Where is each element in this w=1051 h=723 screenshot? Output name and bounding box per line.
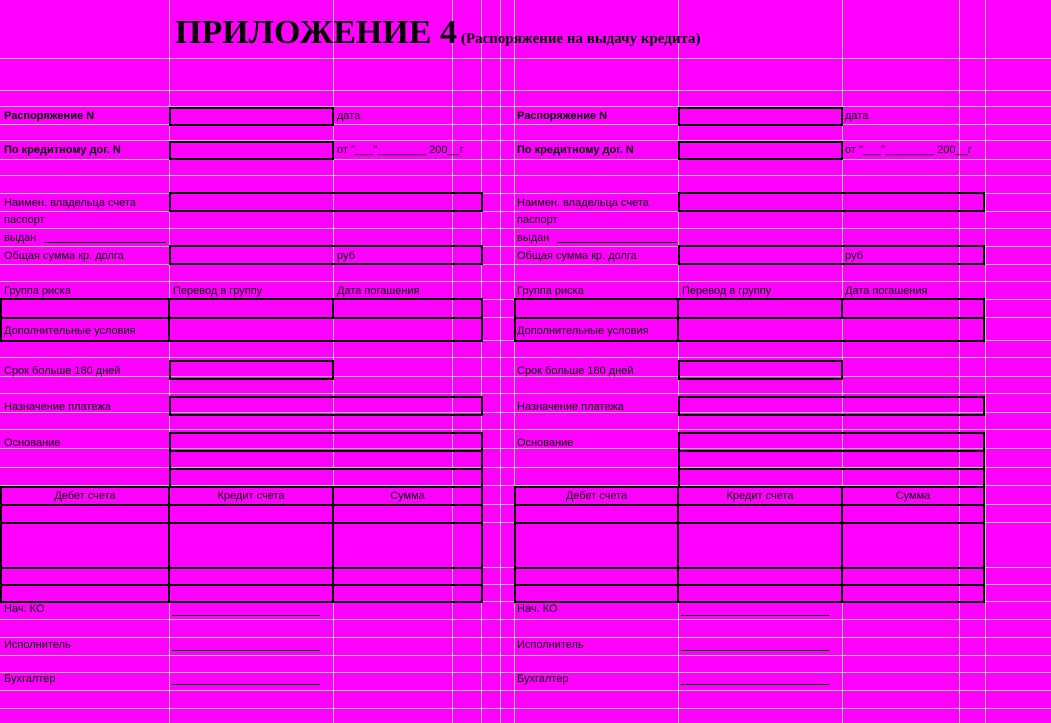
total-debt-field[interactable]: [678, 245, 985, 265]
additional-terms-label: Дополнительные условия: [4, 325, 136, 337]
passport-label: паспорт: [4, 214, 45, 226]
basis-field[interactable]: [169, 432, 483, 488]
owner-name-field[interactable]: [678, 192, 985, 212]
gridline-horizontal: [0, 393, 1051, 394]
amount-header: Сумма: [895, 490, 931, 502]
risk-group-label: Группа риска: [4, 285, 71, 297]
executor-label: Исполнитель: [517, 639, 584, 651]
term-over-180-label: Срок больше 180 дней: [4, 365, 121, 377]
debit-account-header: Дебет счета: [54, 490, 116, 502]
payment-purpose-label: Назначение платежа: [517, 401, 624, 413]
credit-account-header: Кредит счета: [726, 490, 794, 502]
rub-label: руб: [337, 250, 355, 262]
accounts-col-divider: [332, 486, 334, 603]
term-over-180-field[interactable]: [169, 360, 334, 380]
gridline-vertical: [514, 0, 515, 723]
risk-col-divider: [677, 298, 679, 342]
accounts-row-divider: [0, 567, 483, 569]
payment-purpose-field[interactable]: [678, 396, 985, 416]
executor-label: Исполнитель: [4, 639, 71, 651]
gridline-vertical: [500, 0, 501, 723]
issued-label: выдан: [517, 232, 550, 244]
payment-purpose-field[interactable]: [169, 396, 483, 416]
total-debt-label: Общая сумма кр. долга: [517, 250, 637, 262]
title-main: ПРИЛОЖЕНИЕ 4: [175, 14, 457, 51]
date-label: дата: [845, 110, 869, 122]
gridline-horizontal: [0, 124, 1051, 125]
accountant-signature-line: [172, 684, 320, 685]
gridline-horizontal: [0, 58, 1051, 59]
basis-line: [678, 468, 985, 470]
risk-group-label: Группа риска: [517, 285, 584, 297]
gridline-vertical: [985, 0, 986, 723]
date-label: дата: [337, 110, 361, 122]
term-over-180-field[interactable]: [678, 360, 843, 380]
gridline-horizontal: [0, 281, 1051, 282]
loan-agreement-label: По кредитному дог. N: [4, 144, 121, 156]
basis-field[interactable]: [678, 432, 985, 488]
gridline-horizontal: [0, 106, 1051, 107]
head-kd-label: Нач. КО: [517, 603, 558, 615]
basis-line: [169, 450, 483, 452]
loan-agreement-label: По кредитному дог. N: [517, 144, 634, 156]
risk-row-divider: [0, 317, 483, 319]
accounts-row-divider: [514, 522, 985, 524]
gridline-horizontal: [0, 429, 1051, 430]
risk-row-divider: [514, 317, 985, 319]
gridline-horizontal: [0, 90, 1051, 91]
accounts-row-divider: [514, 584, 985, 586]
gridline-horizontal: [0, 619, 1051, 620]
accounts-col-divider: [841, 486, 843, 603]
accounts-row-divider: [0, 522, 483, 524]
accountant-signature-line: [681, 684, 829, 685]
loan-agreement-field[interactable]: [169, 141, 334, 160]
executor-signature-line: [681, 650, 829, 651]
basis-line: [169, 468, 483, 470]
gridline-horizontal: [0, 159, 1051, 160]
basis-label: Основание: [4, 437, 61, 449]
gridline-vertical: [959, 0, 960, 723]
payment-purpose-label: Назначение платежа: [4, 401, 111, 413]
total-debt-field[interactable]: [169, 245, 483, 265]
accounts-row-divider: [0, 504, 483, 506]
owner-name-field[interactable]: [169, 192, 483, 212]
issued-label: выдан: [4, 232, 37, 244]
gridline-horizontal: [0, 655, 1051, 656]
executor-signature-line: [172, 650, 320, 651]
repayment-date-label: Дата погашения: [337, 285, 420, 297]
accounts-col-divider: [168, 486, 170, 603]
from-date-label: от "___"________ 200__г: [845, 144, 972, 156]
gridline-horizontal: [0, 228, 1051, 229]
gridline-horizontal: [0, 357, 1051, 358]
loan-agreement-field[interactable]: [678, 141, 843, 160]
gridline-vertical: [452, 0, 453, 723]
repayment-date-label: Дата погашения: [845, 285, 928, 297]
order-no-field[interactable]: [678, 107, 843, 126]
head-kd-signature-line: [172, 615, 320, 616]
term-over-180-label: Срок больше 180 дней: [517, 365, 634, 377]
amount-header: Сумма: [390, 490, 425, 502]
group-transfer-label: Перевод в группу: [682, 285, 772, 297]
basis-line: [678, 450, 985, 452]
accounts-col-divider: [677, 486, 679, 603]
passport-label: паспорт: [517, 214, 558, 226]
risk-col-divider: [168, 298, 170, 342]
issued-underline: [557, 242, 677, 243]
order-no-label: Распоряжение N: [517, 110, 608, 122]
credit-account-header: Кредит счета: [217, 490, 285, 502]
group-transfer-label: Перевод в группу: [173, 285, 263, 297]
debit-account-header: Дебет счета: [565, 490, 628, 502]
gridline-horizontal: [0, 690, 1051, 691]
gridline-vertical: [481, 0, 482, 723]
title: [175, 14, 701, 52]
accountant-label: Бухгалтер: [517, 673, 569, 685]
total-debt-label: Общая сумма кр. долга: [4, 250, 124, 262]
order-no-label: Распоряжение N: [4, 110, 95, 122]
risk-col-divider: [332, 298, 334, 318]
owner-name-label: Наимен. владельца счета: [4, 197, 136, 209]
title-sub: (Распоряжение на выдачу кредита): [460, 31, 701, 47]
gridline-horizontal: [0, 175, 1051, 176]
head-kd-label: Нач. КО: [4, 603, 45, 615]
owner-name-label: Наимен. владельца счета: [517, 197, 649, 209]
order-no-field[interactable]: [169, 107, 334, 126]
risk-col-divider: [841, 298, 843, 318]
accounts-row-divider: [514, 504, 985, 506]
basis-label: Основание: [517, 437, 574, 449]
issued-underline: [44, 242, 166, 243]
accounts-row-divider: [0, 584, 483, 586]
additional-terms-label: Дополнительные условия: [517, 325, 649, 337]
gridline-horizontal: [0, 140, 1051, 141]
head-kd-signature-line: [681, 615, 829, 616]
rub-label: руб: [845, 250, 863, 262]
gridline-horizontal: [0, 708, 1051, 709]
accounts-row-divider: [514, 567, 985, 569]
from-date-label: от "___"________ 200__г: [337, 144, 464, 156]
accountant-label: Бухгалтер: [4, 673, 56, 685]
